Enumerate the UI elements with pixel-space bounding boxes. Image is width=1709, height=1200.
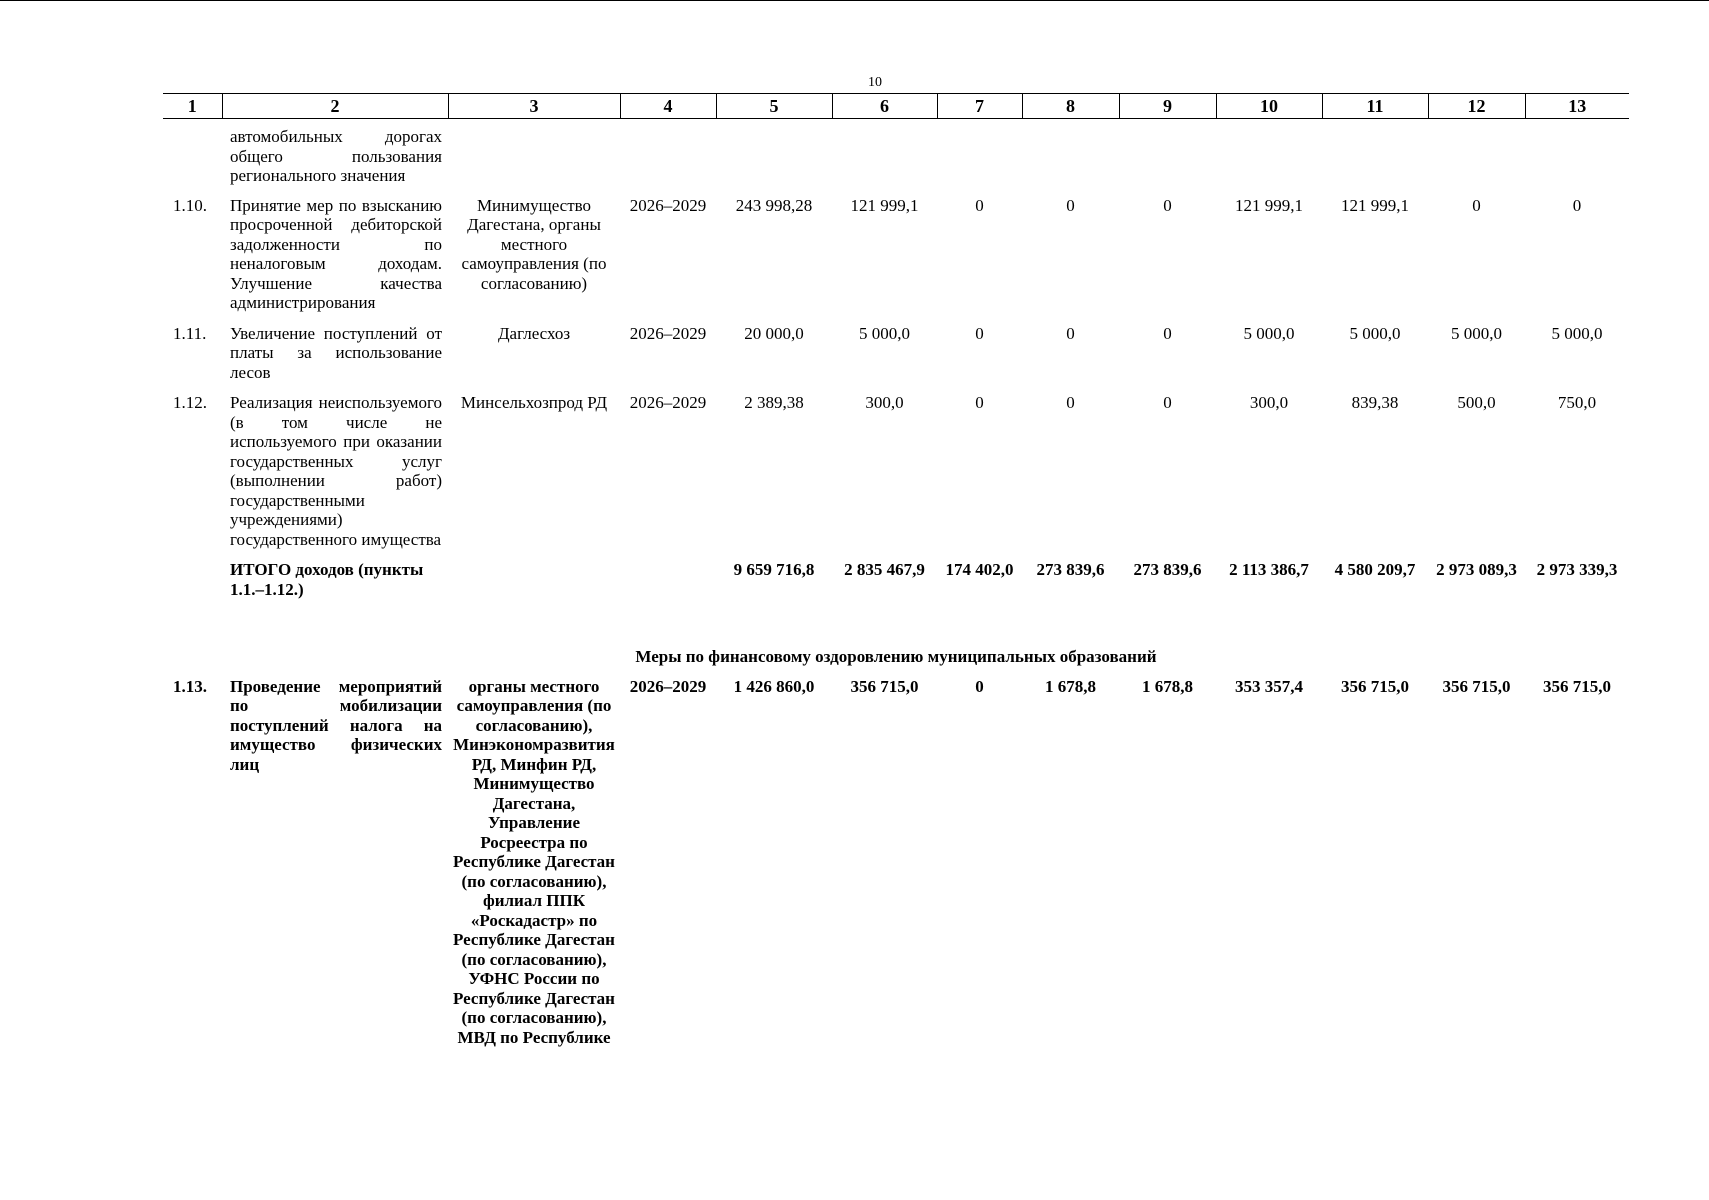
executor: Минимущество Дагестана, органы местного самоуправления (по согласованию) bbox=[461, 195, 607, 293]
column-header-11: 11 bbox=[1322, 94, 1428, 119]
section-heading-row bbox=[163, 611, 1629, 675]
value-col-5: 243 998,28 bbox=[735, 195, 813, 215]
value-col-8: 0 bbox=[1066, 393, 1075, 412]
period: 2026–2029 bbox=[629, 676, 707, 696]
measure-name: Увеличение поступлений от платы за использование лесов bbox=[230, 323, 442, 382]
column-header-5: 5 bbox=[716, 94, 832, 119]
value-col-10: 121 999,1 bbox=[1235, 195, 1303, 215]
column-header-10: 10 bbox=[1216, 94, 1322, 119]
page-top-border bbox=[0, 0, 1709, 1]
executor: Минсельхозпрод РД bbox=[460, 393, 608, 412]
table-row-1-10 bbox=[163, 194, 1629, 322]
table-row-1-11 bbox=[163, 322, 1629, 392]
value-col-6: 300,0 bbox=[865, 393, 904, 412]
value-col-7: 0 bbox=[975, 323, 984, 343]
value-col-13: 0 bbox=[1572, 195, 1582, 215]
page-number: 10 bbox=[868, 75, 882, 90]
measure-name: Реализация неиспользуемого (в том числе не используемого при оказании государственных услуг (выполнении работ) государственными учреждениями) государственного имущества bbox=[230, 393, 442, 549]
executor: органы местного самоуправления (по согласованию), Минэкономразвития РД, Минфин РД, Минимущество Дагестана, Управление Росреестра по Республике Дагестан (по согласованию), филиал ППК «Роскадастр» по Республике Дагестан (по согласованию), УФНС России по Республике Дагестан (по согласованию), МВД по Республике bbox=[453, 676, 615, 1047]
column-header-6: 6 bbox=[832, 94, 937, 119]
value-col-11: 356 715,0 bbox=[1341, 676, 1409, 696]
row-index: 1.11. bbox=[173, 323, 207, 343]
measures-table-container bbox=[163, 93, 1629, 1047]
value-col-13: 5 000,0 bbox=[1551, 323, 1603, 343]
row-index: 1.12. bbox=[173, 393, 207, 412]
value-col-11: 121 999,1 bbox=[1341, 195, 1409, 215]
total-col-5: 9 659 716,8 bbox=[733, 560, 815, 579]
measure-name: Проведение мероприятий по мобилизации поступлений налога на имущество физических лиц bbox=[230, 676, 442, 774]
value-col-5: 1 426 860,0 bbox=[733, 676, 815, 696]
value-col-10: 300,0 bbox=[1249, 393, 1289, 412]
column-number-row bbox=[163, 94, 1629, 119]
value-col-8: 1 678,8 bbox=[1045, 676, 1096, 696]
period: 2026–2029 bbox=[629, 323, 707, 343]
value-col-9: 0 bbox=[1163, 323, 1172, 343]
table-header bbox=[163, 94, 1629, 119]
column-header-1: 1 bbox=[163, 94, 222, 119]
measure-name: Принятие мер по взысканию просроченной дебиторской задолженности по неналоговым доходам. Улучшение качества администрирования bbox=[230, 195, 442, 312]
value-col-11: 5 000,0 bbox=[1349, 323, 1401, 343]
total-col-11: 4 580 209,7 bbox=[1334, 560, 1416, 579]
total-label: ИТОГО доходов (пункты 1.1.–1.12.) bbox=[230, 560, 424, 599]
total-row bbox=[163, 558, 1629, 611]
value-col-6: 121 999,1 bbox=[850, 195, 919, 215]
value-col-6: 5 000,0 bbox=[859, 323, 910, 343]
value-col-5: 20 000,0 bbox=[744, 323, 804, 343]
value-col-8: 0 bbox=[1066, 195, 1075, 215]
table-body bbox=[163, 119, 1629, 1048]
total-col-8: 273 839,6 bbox=[1036, 560, 1105, 579]
value-col-9: 0 bbox=[1163, 393, 1172, 412]
continuation-text: автомобильных дорогах общего пользования регионального значения bbox=[230, 127, 442, 185]
row-index: 1.13. bbox=[173, 676, 207, 696]
total-col-10: 2 113 386,7 bbox=[1229, 560, 1309, 579]
value-col-12: 356 715,0 bbox=[1442, 676, 1511, 696]
value-col-12: 500,0 bbox=[1457, 393, 1496, 412]
column-header-8: 8 bbox=[1022, 94, 1119, 119]
table-row-1-13 bbox=[163, 675, 1629, 1048]
measures-table bbox=[163, 93, 1629, 1047]
value-col-13: 750,0 bbox=[1557, 393, 1597, 412]
value-col-7: 0 bbox=[975, 676, 984, 696]
column-header-2: 2 bbox=[222, 94, 448, 119]
total-col-6: 2 835 467,9 bbox=[844, 560, 925, 579]
total-col-9: 273 839,6 bbox=[1133, 560, 1202, 579]
column-header-13: 13 bbox=[1525, 94, 1629, 119]
value-col-12: 0 bbox=[1472, 195, 1481, 215]
value-col-12: 5 000,0 bbox=[1451, 323, 1502, 343]
total-col-13: 2 973 339,3 bbox=[1536, 560, 1618, 579]
table-row-1-12 bbox=[163, 391, 1629, 558]
period: 2026–2029 bbox=[629, 393, 707, 412]
value-col-11: 839,38 bbox=[1351, 393, 1399, 412]
value-col-7: 0 bbox=[975, 195, 984, 215]
period: 2026–2029 bbox=[629, 195, 707, 215]
value-col-9: 1 678,8 bbox=[1142, 676, 1193, 696]
value-col-6: 356 715,0 bbox=[850, 676, 919, 696]
column-header-7: 7 bbox=[937, 94, 1022, 119]
value-col-5: 2 389,38 bbox=[744, 393, 804, 412]
continuation-row bbox=[163, 119, 1629, 194]
value-col-10: 353 357,4 bbox=[1235, 676, 1303, 696]
column-header-12: 12 bbox=[1428, 94, 1525, 119]
column-header-3: 3 bbox=[448, 94, 620, 119]
total-col-12: 2 973 089,3 bbox=[1436, 560, 1517, 579]
value-col-9: 0 bbox=[1163, 195, 1172, 215]
section-title: Меры по финансовому оздоровлению муниципальных образований bbox=[635, 647, 1157, 666]
column-header-4: 4 bbox=[620, 94, 716, 119]
column-header-9: 9 bbox=[1119, 94, 1216, 119]
value-col-13: 356 715,0 bbox=[1543, 676, 1611, 696]
value-col-7: 0 bbox=[975, 393, 984, 412]
value-col-10: 5 000,0 bbox=[1243, 323, 1295, 343]
value-col-8: 0 bbox=[1066, 323, 1075, 343]
total-col-7: 174 402,0 bbox=[945, 560, 1014, 579]
executor: Даглесхоз bbox=[497, 323, 571, 343]
row-index: 1.10. bbox=[173, 195, 207, 215]
